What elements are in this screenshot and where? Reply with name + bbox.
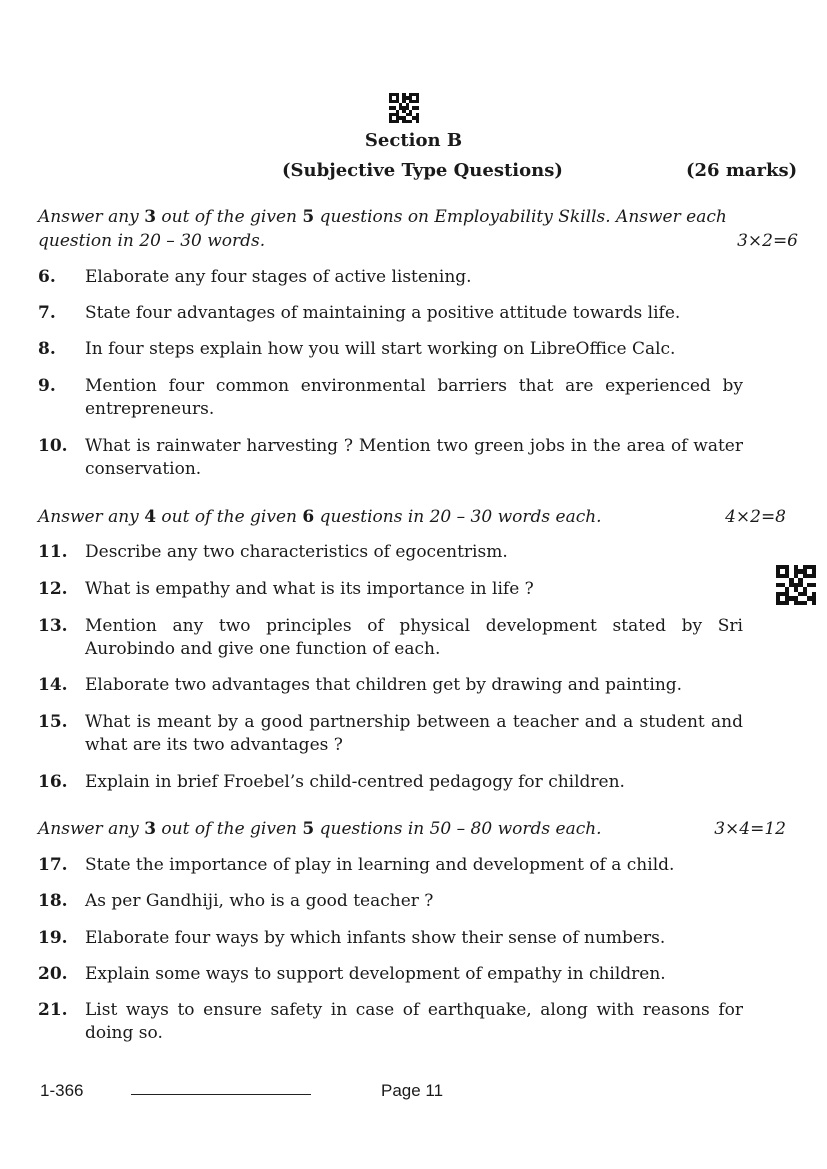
question-number: 20.: [38, 964, 68, 984]
question-item: [38, 674, 743, 697]
question-item: [38, 890, 743, 913]
question-text: Mention four common environmental barriers that are experienced by entrepreneurs.: [85, 376, 743, 419]
question-text: As per Gandhiji, who is a good teacher ?: [85, 891, 434, 911]
group-1-instruction: Answer any 3 out of the given 5 questions on Employability Skills. Answer each question in 20 – 30 words. 3×2=6: [38, 207, 798, 251]
question-number: 16.: [38, 772, 68, 792]
question-text: Elaborate any four stages of active listening.: [85, 267, 472, 287]
footer-divider: [131, 1094, 311, 1095]
question-item: [38, 302, 743, 325]
section-title: Section B: [364, 130, 463, 151]
question-item: [38, 771, 743, 794]
qr-code-icon: [776, 565, 816, 605]
question-item: [38, 375, 743, 421]
question-item: [38, 615, 743, 661]
qr-code-icon: [389, 93, 419, 123]
question-item: [38, 999, 743, 1045]
question-text: Elaborate four ways by which infants show their sense of numbers.: [85, 928, 666, 948]
question-number: 18.: [38, 891, 68, 911]
question-number: 21.: [38, 1000, 68, 1020]
question-item: [38, 963, 743, 986]
question-text: Explain in brief Froebel’s child-centred pedagogy for children.: [85, 772, 625, 792]
question-item: [38, 711, 743, 757]
question-text: Describe any two characteristics of egocentrism.: [85, 542, 508, 562]
question-number: 8.: [38, 339, 56, 359]
paper-code: 1-366: [40, 1081, 84, 1100]
question-item: [38, 338, 743, 361]
question-item: [38, 266, 743, 289]
group-1-marks: 3×2=6: [737, 231, 798, 251]
group-3-instruction: Answer any 3 out of the given 5 questions in 50 – 80 words each. 3×4=12: [38, 819, 786, 839]
group-3-marks: 3×4=12: [714, 819, 786, 839]
question-item: [38, 435, 743, 481]
question-number: 19.: [38, 928, 68, 948]
question-number: 12.: [38, 579, 68, 599]
question-text: State the importance of play in learning and development of a child.: [85, 855, 675, 875]
question-number: 11.: [38, 542, 68, 562]
group-2-instruction: Answer any 4 out of the given 6 questions in 20 – 30 words each. 4×2=8: [38, 507, 786, 527]
question-text: What is empathy and what is its importance in life ?: [85, 579, 534, 599]
question-text: Elaborate two advantages that children get by drawing and painting.: [85, 675, 683, 695]
question-text: List ways to ensure safety in case of earthquake, along with reasons for doing so.: [85, 1000, 743, 1043]
question-number: 17.: [38, 855, 68, 875]
question-text: What is rainwater harvesting ? Mention two green jobs in the area of water conservation.: [85, 436, 743, 479]
group-2-marks: 4×2=8: [725, 507, 786, 527]
question-item: [38, 541, 743, 564]
question-number: 10.: [38, 436, 68, 456]
question-item: [38, 927, 743, 950]
question-text: State four advantages of maintaining a positive attitude towards life.: [85, 303, 681, 323]
question-item: [38, 854, 743, 877]
question-number: 7.: [38, 303, 56, 323]
question-number: 6.: [38, 267, 56, 287]
page-number: Page 11: [381, 1081, 444, 1100]
question-text: Mention any two principles of physical development stated by Sri Aurobindo and give one function of each.: [85, 616, 743, 659]
question-number: 9.: [38, 376, 56, 396]
question-text: In four steps explain how you will start working on LibreOffice Calc.: [85, 339, 676, 359]
section-marks: (26 marks): [686, 160, 798, 181]
question-number: 15.: [38, 712, 68, 732]
question-number: 14.: [38, 675, 68, 695]
question-number: 13.: [38, 616, 68, 636]
section-subtitle: (Subjective Type Questions): [282, 160, 563, 181]
question-item: [38, 578, 743, 601]
question-text: Explain some ways to support development of empathy in children.: [85, 964, 666, 984]
question-text: What is meant by a good partnership between a teacher and a student and what are its two advantages ?: [85, 712, 743, 755]
